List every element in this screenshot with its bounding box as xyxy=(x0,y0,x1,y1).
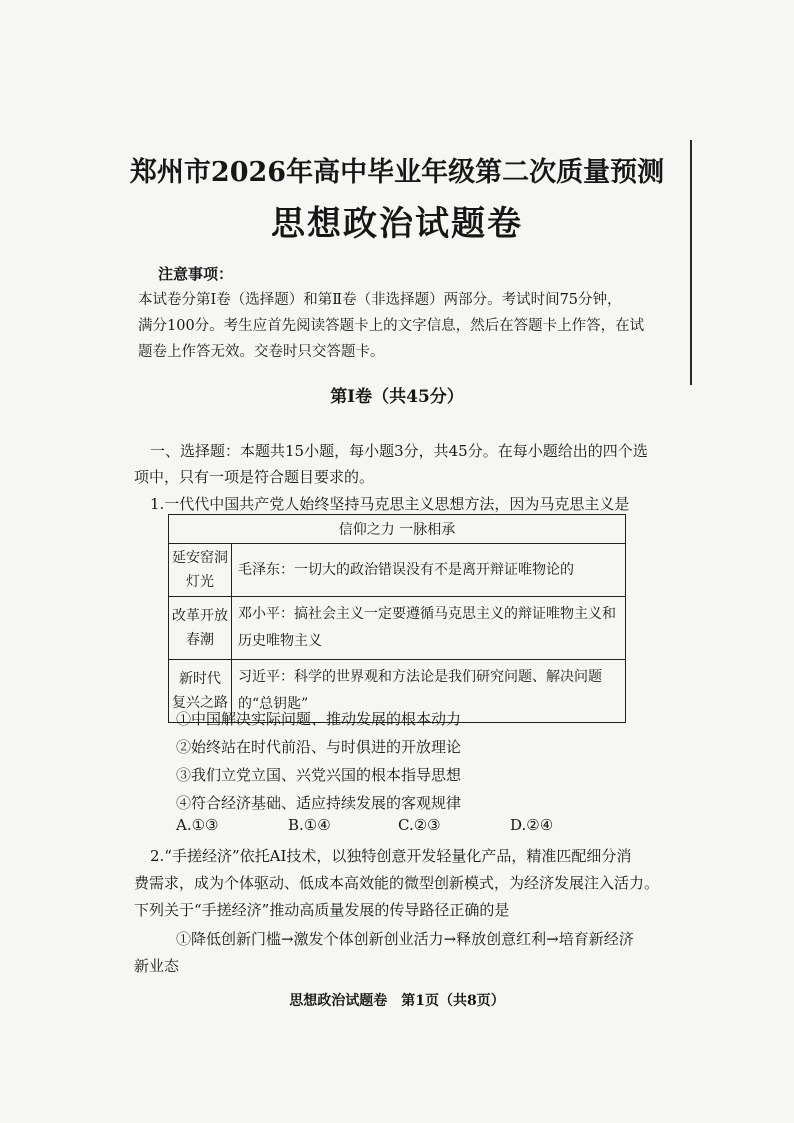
era-cell: 新时代 复兴之路 xyxy=(169,660,232,723)
q1-option: ①中国解决实际问题、推动发展的根本动力 xyxy=(176,710,462,728)
q1-choice-b: B.①④ xyxy=(288,816,331,834)
exam-subject-title: 思想政治试题卷 xyxy=(271,204,523,244)
q2-option: ①降低创新门槛→激发个体创新创业活力→释放创意红利→培育新经济 xyxy=(176,930,634,948)
q1-choice-a: A.①③ xyxy=(176,816,219,834)
notice-heading: 注意事项： xyxy=(158,265,234,283)
q1-option: ③我们立党立国、兴党兴国的根本指导思想 xyxy=(176,766,462,784)
q1-quote-table xyxy=(168,514,626,723)
q2-stem: 2.“手搓经济”依托AI技术，以独特创意开发轻量化产品，精准匹配细分消 xyxy=(150,847,632,865)
q2-stem: 费需求，成为个体驱动、低成本高效能的微型创新模式，为经济发展注入活力。 xyxy=(134,874,660,892)
section-title: 第Ⅰ卷（共45分） xyxy=(330,387,464,407)
table-row xyxy=(169,597,626,660)
era-cell: 延安窑洞 灯光 xyxy=(169,544,232,597)
q2-option: 新业态 xyxy=(134,957,180,975)
section-intro: 项中，只有一项是符合题目要求的。 xyxy=(134,468,375,486)
section-intro: 一、选择题：本题共15小题，每小题3分，共45分。在每小题给出的四个选 xyxy=(150,442,648,460)
page-footer: 思想政治试题卷 第1页（共8页） xyxy=(289,993,505,1009)
quote-cell: 毛泽东：一切大的政治错误没有不是离开辩证唯物论的 xyxy=(232,544,626,597)
q1-option: ②始终站在时代前沿、与时俱进的开放理论 xyxy=(176,738,462,756)
notice-line: 本试卷分第Ⅰ卷（选择题）和第Ⅱ卷（非选择题）两部分。考试时间75分钟， xyxy=(138,292,622,308)
q1-option: ④符合经济基础、适应持续发展的客观规律 xyxy=(176,794,462,812)
table-row xyxy=(169,515,626,544)
q2-stem: 下列关于“手搓经济”推动高质量发展的传导路径正确的是 xyxy=(134,901,510,919)
era-cell: 改革开放 春潮 xyxy=(169,597,232,660)
exam-title: 郑州市2026年高中毕业年级第二次质量预测 xyxy=(129,157,665,188)
q1-stem: 1.一代代中国共产党人始终坚持马克思主义思想方法，因为马克思主义是 xyxy=(150,495,630,513)
quote-cell: 习近平：科学的世界观和方法论是我们研究问题、解决问题的“总钥匙” xyxy=(232,660,626,723)
q1-choice-d: D.②④ xyxy=(510,816,554,834)
quote-cell: 邓小平：搞社会主义一定要遵循马克思主义的辩证唯物主义和历史唯物主义 xyxy=(232,597,626,660)
q1-choice-c: C.②③ xyxy=(398,816,441,834)
table-row xyxy=(169,544,626,597)
notice-line: 题卷上作答无效。交卷时只交答题卡。 xyxy=(138,344,385,360)
table-header: 信仰之力 一脉相承 xyxy=(169,515,626,544)
notice-line: 满分100分。考生应首先阅读答题卡上的文字信息，然后在答题卡上作答，在试 xyxy=(138,318,645,334)
